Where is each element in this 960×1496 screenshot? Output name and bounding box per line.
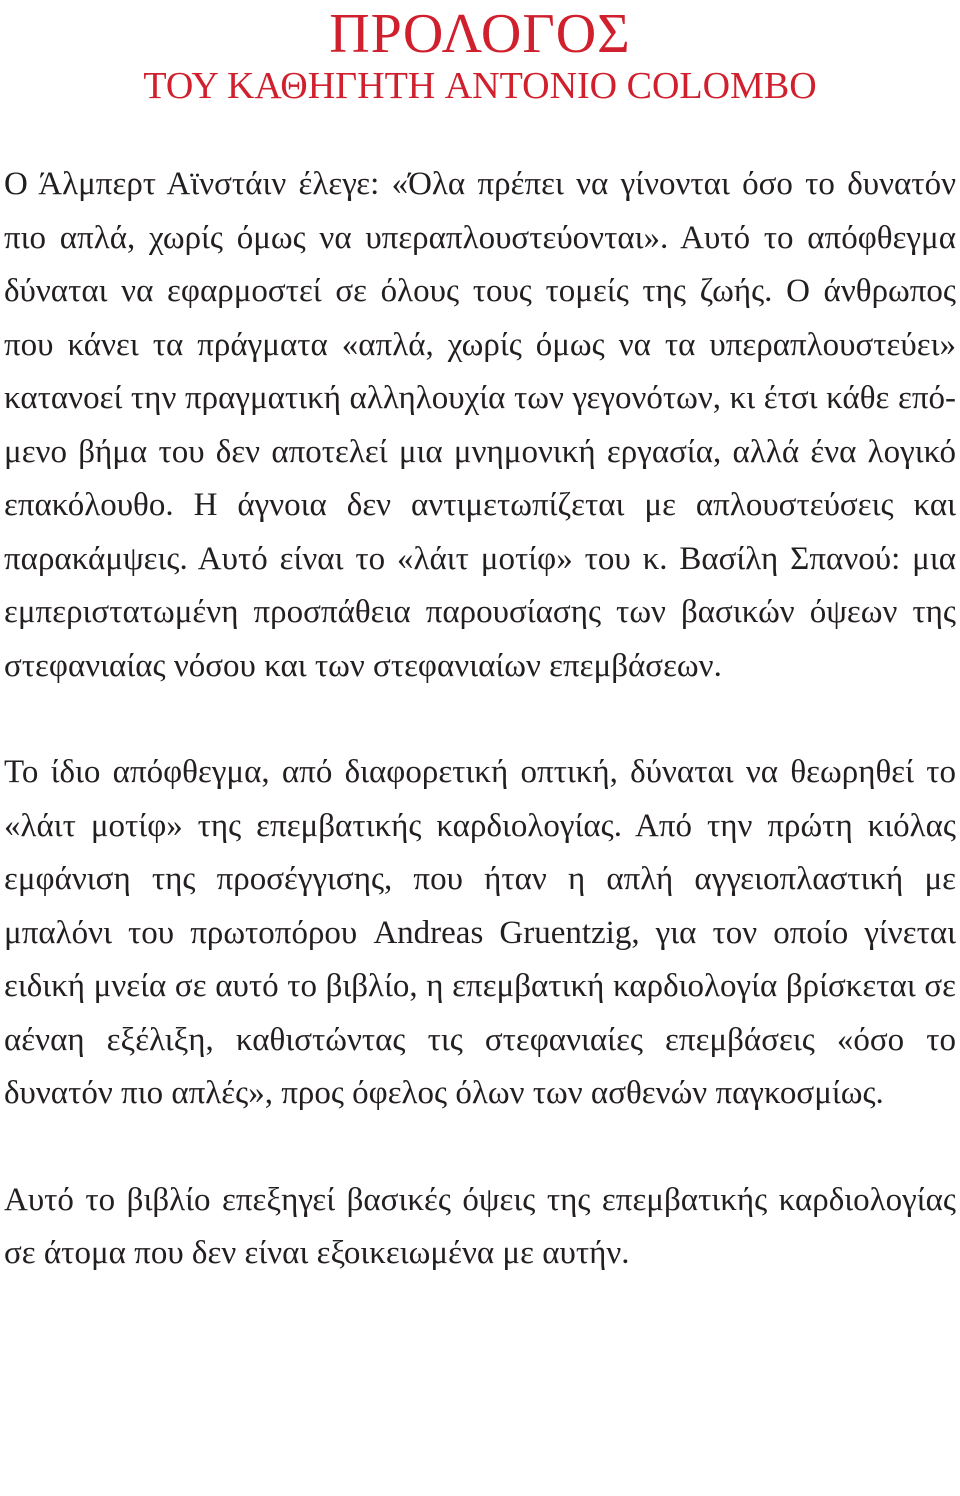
paragraph-1: Ο Άλμπερτ Αϊνστάιν έλεγε: «Όλα πρέπει να γίνονται όσο το δυνατόν πιο απλά, χωρίς όμως να υπεραπλουστεύονται». Αυτό το απόφθεγμα δύναται να εφαρμοστεί σε όλους τους τομείς της ζωής. Ο άνθρωπος που κάνει τα πράγματα «απλά, χωρίς όμως να τα υπεραπλουστεύει» κατανοεί την πραγματική αλληλουχία των γεγονότων, κι έτσι κάθε επόμενο βήμα του δεν αποτελεί μια μνημονική εργασία, αλλά ένα λογικό επακόλουθο. Η άγνοια δεν αντιμετωπίζεται με απλουστεύσεις και παρακάμψεις. Αυτό είναι το «λάιτ μοτίφ» του κ. Βασίλη Σπανού: μια εμπεριστατωμένη προσπάθεια παρουσίασης των βασικών όψεων της στεφανιαίας νόσου και των στεφανιαίων επεμβάσεων. bbox=[4, 166, 956, 684]
page-subtitle: ΤΟΥ ΚΑΘΗΓΗΤΗ ANTONIO COLOMBO bbox=[143, 65, 817, 107]
paragraph-3: Αυτό το βιβλίο επεξηγεί βασικές όψεις της επεμβατικής καρδιολογίας σε άτομα που δεν είναι εξοικειωμένα με αυτήν. bbox=[4, 1181, 956, 1271]
page-title: ΠΡΟΛΟΓΟΣ bbox=[329, 3, 631, 65]
paragraph-2: Το ίδιο απόφθεγμα, από διαφορετική οπτική, δύναται να θεωρηθεί το «λάιτ μοτίφ» της επεμβατικής καρδιολογίας. Από την πρώτη κιόλας εμφάνιση της προσέγγισης, που ήταν η απλή αγγειοπλαστική με μπαλόνι του πρωτοπόρου Andreas Gruentzig, για τον οποίο γίνεται ειδική μνεία σε αυτό το βιβλίο, η επεμβατική καρδιολογία βρίσκεται σε αέναη εξέλιξη, καθιστώντας τις στεφανιαίες επεμβάσεις «όσο το δυνατόν πιο απλές», προς όφελος όλων των ασθενών παγκοσμίως. bbox=[4, 754, 956, 1111]
body-text bbox=[4, 158, 956, 1281]
